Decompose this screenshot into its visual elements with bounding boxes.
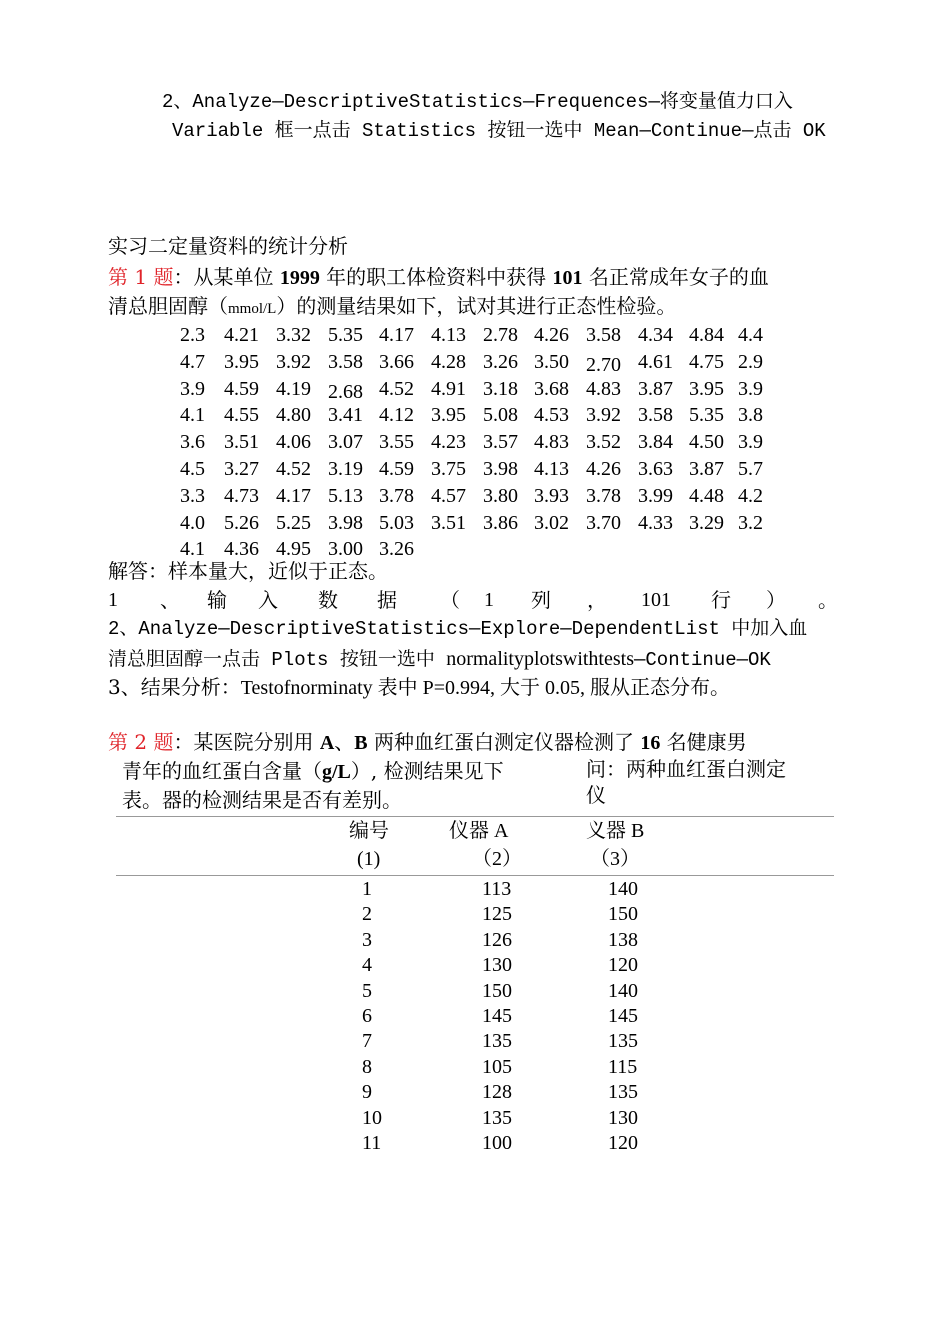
q1-data-cell: 4.36: [224, 538, 259, 561]
q1-data-cell: 3.80: [483, 484, 518, 507]
q1-data-cell: 5.26: [224, 511, 259, 534]
table-subheader-1: (1): [357, 848, 381, 870]
q1-line2-text-b: ）的测量结果如下，试对其进行正态性检验。: [276, 294, 677, 318]
q2-table-cell: 140: [608, 878, 638, 900]
q1-data-cell: 3.6: [180, 431, 205, 454]
q1-intro-line-1: [108, 263, 769, 292]
q1-data-cell: 4.1: [180, 538, 205, 561]
q2-instrument-b: B: [354, 732, 368, 754]
q1-data-cell: 4.80: [276, 404, 311, 427]
q1-data-cell: 4.13: [534, 457, 569, 480]
q1-data-cell: 4.59: [379, 457, 414, 480]
q1-intro-text-a: ：从某单位: [173, 265, 280, 289]
q2-table-cell: 3: [362, 928, 372, 951]
q1-data-cell: 2.78: [483, 324, 518, 346]
q1-step-2-text-d: —Continue—OK: [634, 649, 771, 671]
q2-table-cell: 8: [362, 1055, 372, 1078]
q1-data-cell: 3.55: [379, 431, 414, 454]
q2-table-cell: 145: [608, 1005, 638, 1027]
q1-step-1-token: ，: [587, 588, 607, 612]
q1-data-cell: 4.1: [180, 404, 205, 427]
q1-data-cell: 3.19: [328, 457, 363, 480]
q2-table-cell: 113: [482, 878, 512, 900]
q1-data-cell: 3.51: [431, 511, 466, 534]
q1-label: 第 1 题: [108, 265, 174, 289]
q2-table-cell: 10: [362, 1106, 382, 1129]
q2-label: 第 2 题: [108, 730, 174, 754]
q2-left-text-a: 青年的血红蛋白含量（: [122, 759, 322, 783]
q1-step-2-line-2: [108, 644, 771, 674]
q1-data-cell: 4.57: [431, 484, 466, 507]
q1-answer: 解答：样本量大，近似于正态。: [108, 559, 388, 583]
q1-data-cell: 4.13: [431, 324, 466, 346]
q1-step-1-token: 列: [531, 588, 551, 612]
q1-step-3-result: Testofnorminaty 表中 P=0.994, 大于 0.05, 服从正态分布。: [240, 677, 731, 699]
q1-data-cell: 4.28: [431, 350, 466, 373]
q1-step-1-token: 输: [207, 588, 227, 612]
q2-instrument-a: A: [319, 732, 335, 754]
q2-table-cell: 135: [482, 1030, 512, 1053]
q2-left-line-2: 表。器的检测结果是否有差别。: [122, 788, 402, 812]
q2-table-cell: 138: [608, 928, 638, 951]
q1-data-cell: 3.92: [276, 350, 311, 373]
q1-step-1-token: ）: [766, 588, 786, 612]
q1-data-cell: 4.23: [431, 431, 466, 454]
q1-data-cell: 3.78: [586, 484, 621, 507]
q1-intro-line-2: [108, 292, 676, 323]
q1-data-cell: 3.26: [483, 350, 518, 373]
q1-line2-text-a: 清总胆固醇（: [108, 294, 228, 318]
q1-data-cell: 4.5: [180, 457, 205, 480]
q1-data-cell: 4.59: [224, 377, 259, 400]
q2-right-line-1: 问：两种血红蛋白测定: [586, 757, 786, 781]
q2-table-cell: 100: [482, 1132, 512, 1154]
q1-data-cell: 3.57: [483, 431, 518, 454]
q2-table-cell: 2: [362, 903, 372, 926]
q2-table-cell: 130: [608, 1106, 638, 1129]
q1-unit: mmol/L: [228, 301, 277, 317]
q1-step-1-token: 数: [318, 588, 338, 612]
q1-data-cell: 4.06: [276, 431, 311, 454]
q2-intro-text-c: 名健康男: [660, 730, 747, 754]
q1-step-1-token: 101: [641, 589, 671, 611]
q2-table-cell: 115: [608, 1055, 638, 1078]
q1-data-cell: 3.95: [431, 404, 466, 427]
q1-data-cell: 4.48: [689, 484, 724, 507]
q2-table-cell: 11: [362, 1132, 382, 1154]
q1-data-cell: 3.58: [328, 350, 363, 373]
q2-table-cell: 145: [482, 1005, 512, 1027]
q2-table-cell: 125: [482, 903, 512, 926]
q2-table-cell: 150: [482, 979, 512, 1002]
q1-data-cell: 3.84: [638, 431, 673, 454]
q2-table-cell: 135: [608, 1081, 638, 1104]
q1-data-cell: 3.87: [638, 377, 673, 400]
q1-data-cell: 3.27: [224, 457, 259, 480]
q1-step-1-token: 。: [818, 588, 838, 612]
q2-table-cell: 1: [362, 878, 372, 900]
q1-data-cell: 3.2: [738, 511, 763, 534]
q1-data-cell: 2.68: [328, 380, 363, 403]
q1-data-cell: 3.93: [534, 484, 569, 507]
q1-data-cell: 5.08: [483, 404, 518, 427]
q1-data-cell: 3.70: [586, 511, 621, 534]
q1-data-cell: 5.25: [276, 511, 311, 534]
q2-right-line-2: 仪: [586, 783, 606, 807]
q1-data-cell: 5.35: [689, 404, 724, 427]
q2-table-cell: 7: [362, 1030, 372, 1053]
q2-table-cell: 4: [362, 954, 372, 977]
q1-data-cell: 2.70: [586, 353, 621, 376]
q1-data-cell: 2.3: [180, 324, 205, 346]
q1-data-cell: 3.75: [431, 457, 466, 480]
q2-table-cell: 150: [608, 903, 638, 926]
q1-data-cell: 3.26: [379, 538, 414, 561]
q1-data-cell: 3.98: [483, 457, 518, 480]
q1-intro-text-c: 名正常成年女子的血: [582, 265, 769, 289]
q1-data-cell: 4.61: [638, 350, 673, 373]
q1-data-cell: 4.91: [431, 377, 466, 400]
table-subheader-2: （2）: [472, 848, 522, 870]
q1-count: 101: [552, 267, 583, 289]
q2-intro-line-1: [108, 728, 747, 757]
q1-step-1-token: 入: [258, 588, 278, 612]
q1-data-cell: 4.53: [534, 404, 569, 427]
q2-table-cell: 5: [362, 979, 372, 1002]
q2-separator: 、: [334, 730, 355, 754]
table-header-a: 仪器 A: [449, 820, 509, 842]
q2-table-cell: 120: [608, 954, 638, 977]
q1-data-cell: 4.50: [689, 431, 724, 454]
q1-data-cell: 3.98: [328, 511, 363, 534]
q1-data-cell: 4.34: [638, 324, 673, 346]
table-top-rule: [116, 816, 834, 817]
q1-data-cell: 4.4: [738, 324, 763, 346]
q1-data-cell: 3.9: [738, 377, 763, 400]
q1-data-cell: 4.26: [586, 457, 621, 480]
q2-table-cell: 120: [608, 1132, 638, 1154]
spss-step-line-1: 2、Analyze—DescriptiveStatistics—Frequences—将变量值力口入: [162, 91, 793, 113]
q1-data-cell: 3.52: [586, 431, 621, 454]
q1-data-cell: 4.55: [224, 404, 259, 427]
q1-data-cell: 4.17: [276, 484, 311, 507]
q1-data-cell: 4.95: [276, 538, 311, 561]
q1-data-cell: 3.51: [224, 431, 259, 454]
q2-table-cell: 128: [482, 1081, 512, 1104]
q1-step-3: [108, 673, 730, 702]
q2-left-text-b: ）, 检测结果见下: [350, 759, 504, 783]
q1-step-2-line-1: 2、Analyze—DescriptiveStatistics—Explore—DependentList 中加入血: [108, 618, 808, 640]
q1-data-cell: 4.52: [379, 377, 414, 400]
q2-intro-text-b: 两种血红蛋白测定仪器检测了: [367, 730, 641, 754]
q1-data-cell: 4.73: [224, 484, 259, 507]
table-header-id: 编号: [349, 820, 389, 842]
q2-table-cell: 6: [362, 1005, 372, 1027]
q2-left-line-1: [122, 757, 504, 786]
q1-data-cell: 5.13: [328, 484, 363, 507]
q1-data-cell: 3.63: [638, 457, 673, 480]
q1-step-2-text-b: 清总胆固醇一点击 Plots 按钮一选中: [108, 649, 447, 671]
q1-data-cell: 3.78: [379, 484, 414, 507]
q1-data-cell: 4.17: [379, 324, 414, 346]
q1-year: 1999: [279, 267, 320, 289]
q1-step-2-option: normalityplotswithtests: [446, 648, 634, 670]
q1-step-3-prefix: 3、结果分析：: [108, 675, 241, 699]
q1-data-cell: 3.99: [638, 484, 673, 507]
q2-intro-text-a: ：某医院分别用: [173, 730, 320, 754]
q1-data-cell: 3.07: [328, 431, 363, 454]
q1-data-cell: 3.32: [276, 324, 311, 346]
q1-data-cell: 3.29: [689, 511, 724, 534]
q2-table-cell: 130: [482, 954, 512, 977]
q1-step-1-token: 1: [108, 589, 118, 611]
q1-data-cell: 3.92: [586, 404, 621, 427]
q1-data-cell: 4.26: [534, 324, 569, 346]
q1-data-cell: 3.3: [180, 484, 205, 507]
q1-step-1-token: 1: [484, 589, 494, 611]
q1-data-cell: 3.58: [638, 404, 673, 427]
q2-table-cell: 135: [482, 1106, 512, 1129]
q1-data-cell: 3.58: [586, 324, 621, 346]
table-subheader-3: （3）: [590, 848, 640, 870]
q1-step-1-token: 、: [160, 588, 180, 612]
q1-data-cell: 4.12: [379, 404, 414, 427]
q2-table-cell: 126: [482, 928, 512, 951]
table-header-rule: [116, 875, 834, 876]
q1-data-cell: 3.8: [738, 404, 763, 427]
q1-step-1-token: （: [440, 588, 460, 612]
q1-data-cell: 3.9: [738, 431, 763, 454]
q1-step-1-token: 据: [377, 588, 397, 612]
q1-data-cell: 3.66: [379, 350, 414, 373]
q1-data-cell: 5.03: [379, 511, 414, 534]
q1-data-cell: 3.68: [534, 377, 569, 400]
q1-data-cell: 3.95: [224, 350, 259, 373]
q1-data-cell: 3.95: [689, 377, 724, 400]
q1-data-cell: 4.7: [180, 350, 205, 373]
q1-data-cell: 4.83: [586, 377, 621, 400]
q1-data-cell: 2.9: [738, 350, 763, 373]
q2-table-cell: 140: [608, 979, 638, 1002]
q1-data-cell: 3.50: [534, 350, 569, 373]
q2-table-cell: 135: [608, 1030, 638, 1053]
table-header-b: 义器 B: [586, 820, 645, 842]
spss-step-line-2: Variable 框一点击 Statistics 按钮一选中 Mean—Continue—点击 OK: [172, 120, 826, 142]
q1-data-cell: 4.33: [638, 511, 673, 534]
q1-data-cell: 3.41: [328, 404, 363, 427]
q1-data-cell: 4.52: [276, 457, 311, 480]
q1-data-cell: 3.02: [534, 511, 569, 534]
q1-intro-text-b: 年的职工体检资料中获得: [319, 265, 553, 289]
section-title: 实习二定量资料的统计分析: [108, 234, 348, 258]
q1-data-cell: 3.00: [328, 538, 363, 561]
q1-data-cell: 4.0: [180, 511, 205, 534]
q1-data-cell: 4.83: [534, 431, 569, 454]
q1-data-cell: 3.86: [483, 511, 518, 534]
q1-data-cell: 4.2: [738, 484, 763, 507]
q1-data-cell: 4.19: [276, 377, 311, 400]
q1-data-cell: 5.7: [738, 457, 763, 480]
q1-step-1-token: 行: [711, 588, 731, 612]
q1-data-cell: 4.21: [224, 324, 259, 346]
q2-table-cell: 9: [362, 1081, 372, 1104]
q2-table-cell: 105: [482, 1055, 512, 1078]
q1-data-cell: 3.18: [483, 377, 518, 400]
q1-data-cell: 5.35: [328, 324, 363, 346]
q1-data-cell: 3.87: [689, 457, 724, 480]
q1-data-cell: 3.9: [180, 377, 205, 400]
q1-data-cell: 4.84: [689, 324, 724, 346]
q2-unit: g/L: [322, 761, 351, 783]
q1-data-cell: 4.75: [689, 350, 724, 373]
q2-count: 16: [640, 732, 661, 754]
